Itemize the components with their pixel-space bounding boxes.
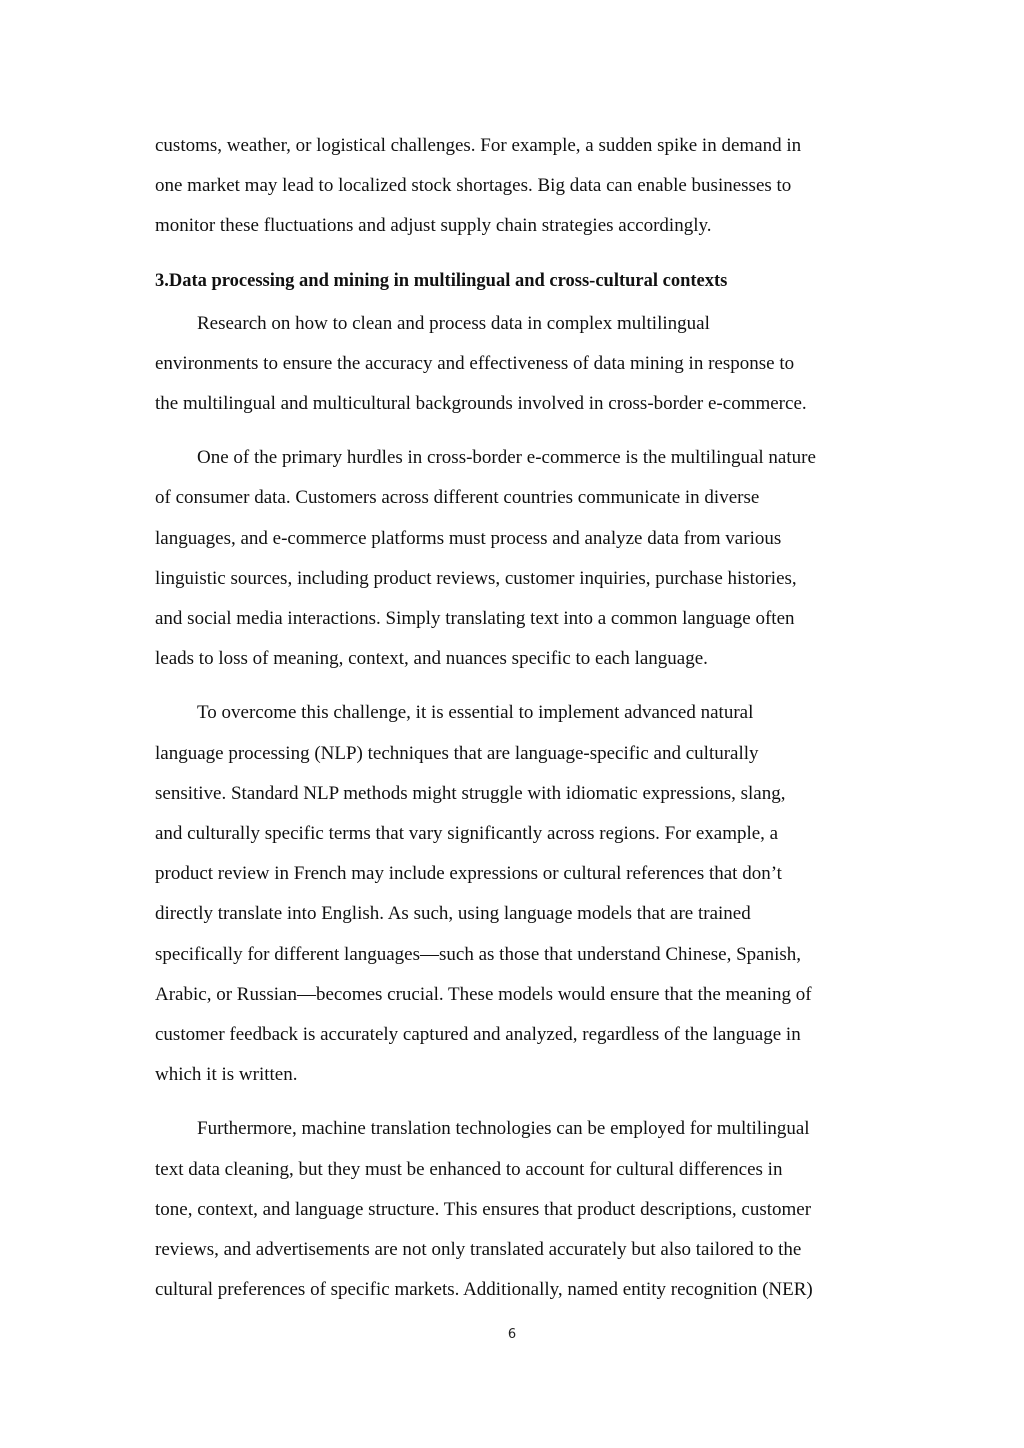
- body-paragraph: [155, 304, 879, 425]
- paragraph-line: tone, context, and language structure. This ensures that product descriptions, customer: [155, 1198, 812, 1220]
- paragraph-line: which it is written.: [155, 1064, 298, 1086]
- paragraph-line: reviews, and advertisements are not only translated accurately but also tailored to the: [155, 1239, 802, 1261]
- paragraph-line: and social media interactions. Simply translating text into a common language often: [155, 608, 795, 630]
- continuation-paragraph: [155, 126, 879, 247]
- page-number: 6: [507, 1327, 517, 1342]
- paragraph-line: One of the primary hurdles in cross-border e-commerce is the multilingual nature: [197, 447, 816, 469]
- page-body: [155, 126, 879, 1324]
- paragraph-line: Research on how to clean and process data in complex multilingual: [197, 312, 710, 334]
- paragraph-line: cultural preferences of specific markets. Additionally, named entity recognition (NER): [155, 1279, 813, 1301]
- paragraph-line: one market may lead to localized stock shortages. Big data can enable businesses to: [155, 175, 792, 197]
- paragraph-line: customer feedback is accurately captured and analyzed, regardless of the language in: [155, 1024, 801, 1046]
- body-paragraph: [155, 693, 879, 1095]
- body-paragraph: [155, 1109, 879, 1310]
- paragraph-line: and culturally specific terms that vary significantly across regions. For example, a: [155, 823, 779, 845]
- paragraph-line: text data cleaning, but they must be enhanced to account for cultural differences in: [155, 1158, 783, 1180]
- paragraph-line: leads to loss of meaning, context, and nuances specific to each language.: [155, 648, 708, 670]
- paragraph-line: of consumer data. Customers across different countries communicate in diverse: [155, 487, 760, 509]
- paragraph-line: sensitive. Standard NLP methods might struggle with idiomatic expressions, slang,: [155, 782, 786, 804]
- paragraph-line: environments to ensure the accuracy and effectiveness of data mining in response to: [155, 352, 795, 374]
- section-heading: 3.Data processing and mining in multilingual and cross-cultural contexts: [155, 270, 728, 291]
- paragraph-line: monitor these fluctuations and adjust supply chain strategies accordingly.: [155, 215, 712, 237]
- paragraph-line: directly translate into English. As such, using language models that are trained: [155, 903, 751, 925]
- paragraph-line: product review in French may include expressions or cultural references that don’t: [155, 863, 782, 885]
- paragraph-line: Arabic, or Russian—becomes crucial. These models would ensure that the meaning of: [155, 983, 812, 1005]
- body-paragraph: [155, 438, 879, 679]
- paragraph-line: To overcome this challenge, it is essential to implement advanced natural: [197, 702, 754, 724]
- paragraph-line: the multilingual and multicultural backgrounds involved in cross-border e-commerce.: [155, 393, 807, 415]
- paragraph-line: specifically for different languages—such as those that understand Chinese, Spanish,: [155, 943, 802, 965]
- paragraph-line: Furthermore, machine translation technologies can be employed for multilingual: [197, 1118, 810, 1140]
- paragraph-line: linguistic sources, including product reviews, customer inquiries, purchase histories,: [155, 567, 797, 589]
- paragraph-line: customs, weather, or logistical challenges. For example, a sudden spike in demand in: [155, 135, 802, 156]
- paragraph-line: languages, and e-commerce platforms must process and analyze data from various: [155, 527, 782, 549]
- paragraph-line: language processing (NLP) techniques that are language-specific and culturally: [155, 742, 759, 764]
